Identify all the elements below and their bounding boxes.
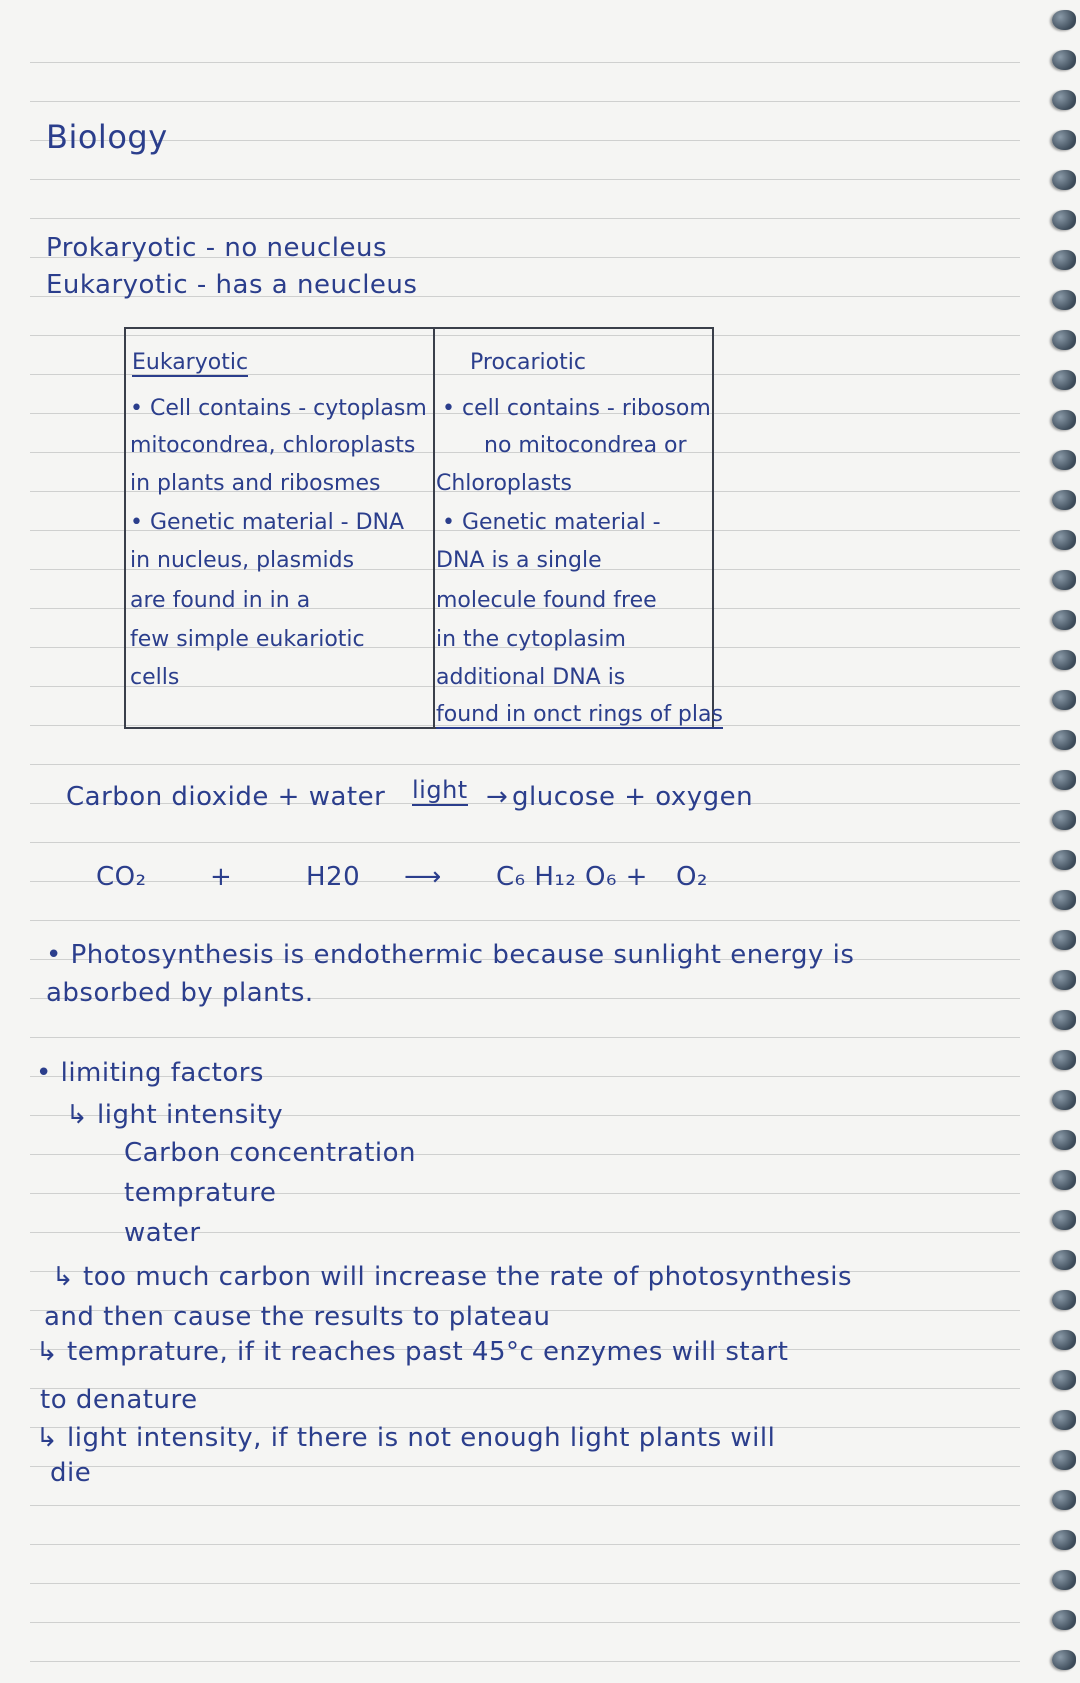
explanation-line: to denature (40, 1385, 198, 1415)
explanation-line: ↳ too much carbon will increase the rate of photosynthesis (52, 1262, 853, 1292)
ruled-line (30, 920, 1020, 921)
ruled-line (30, 764, 1020, 765)
spiral-ring (1052, 90, 1076, 110)
spiral-ring (1052, 1170, 1076, 1190)
ruled-line (30, 218, 1020, 219)
explanation-line: and then cause the results to plateau (44, 1302, 551, 1332)
ruled-line (30, 62, 1020, 63)
spiral-ring (1052, 690, 1076, 710)
spiral-ring (1052, 890, 1076, 910)
definition-eukaryotic: Eukaryotic - has a neucleus (46, 270, 418, 300)
spiral-binding (1010, 0, 1080, 1683)
symbol-equation-plus: + (210, 862, 233, 892)
spiral-ring (1052, 650, 1076, 670)
table-cell-right: Chloroplasts (436, 471, 573, 496)
symbol-equation-glucose: C₆ H₁₂ O₆ + (496, 862, 648, 892)
table-cell-right: in the cytoplasim (436, 627, 626, 652)
spiral-ring (1052, 1130, 1076, 1150)
table-cell-right: no mitocondrea or (484, 433, 687, 458)
table-cell-left: in plants and ribosmes (130, 471, 381, 496)
table-cell-left: in nucleus, plasmids (130, 548, 355, 573)
table-cell-left: cells (130, 665, 180, 690)
ruled-line (30, 1661, 1020, 1662)
spiral-ring (1052, 330, 1076, 350)
spiral-ring (1052, 1650, 1076, 1670)
spiral-ring (1052, 1530, 1076, 1550)
spiral-ring (1052, 1570, 1076, 1590)
word-equation-arrow-label: light (412, 776, 468, 804)
table-cell-left: • Genetic material - DNA (130, 510, 405, 535)
table-cell-right: • cell contains - ribosom (442, 396, 711, 421)
spiral-ring (1052, 1090, 1076, 1110)
ruled-line (30, 1037, 1020, 1038)
spiral-ring (1052, 290, 1076, 310)
spiral-ring (1052, 850, 1076, 870)
limiting-factors-heading: • limiting factors (36, 1058, 264, 1088)
limiting-factor-item: Carbon concentration (124, 1138, 417, 1168)
spiral-ring (1052, 1330, 1076, 1350)
ruled-line (30, 1544, 1020, 1545)
spiral-ring (1052, 1490, 1076, 1510)
spiral-ring (1052, 1050, 1076, 1070)
definition-prokaryotic: Prokaryotic - no neucleus (46, 233, 388, 263)
spiral-ring (1052, 1250, 1076, 1270)
spiral-ring (1052, 450, 1076, 470)
spiral-ring (1052, 970, 1076, 990)
ruled-line (30, 1622, 1020, 1623)
spiral-ring (1052, 410, 1076, 430)
table-cell-right: molecule found free (436, 588, 657, 613)
spiral-ring (1052, 1210, 1076, 1230)
spiral-ring (1052, 370, 1076, 390)
spiral-ring (1052, 1610, 1076, 1630)
table-divider (433, 327, 435, 727)
ruled-line (30, 101, 1020, 102)
symbol-equation-h2o: H20 (306, 862, 361, 892)
spiral-ring (1052, 610, 1076, 630)
spiral-ring (1052, 10, 1076, 30)
limiting-factor-item: ↳ light intensity (66, 1100, 284, 1130)
symbol-equation-o2: O₂ (676, 862, 708, 892)
spiral-ring (1052, 810, 1076, 830)
spiral-ring (1052, 930, 1076, 950)
spiral-ring (1052, 770, 1076, 790)
spiral-ring (1052, 50, 1076, 70)
spiral-ring (1052, 170, 1076, 190)
ruled-line (30, 1583, 1020, 1584)
symbol-equation-co2: CO₂ (96, 862, 147, 892)
table-cell-left: • Cell contains - cytoplasm (130, 396, 427, 421)
page-title: Biology (46, 118, 168, 156)
spiral-ring (1052, 210, 1076, 230)
table-cell-right: found in onct rings of plas (436, 702, 723, 727)
spiral-ring (1052, 1290, 1076, 1310)
table-cell-left: are found in in a (130, 588, 311, 613)
word-equation-reactants: Carbon dioxide + water (66, 782, 386, 812)
table-cell-right: additional DNA is (436, 665, 626, 690)
table-cell-right: • Genetic material - (442, 510, 661, 535)
spiral-ring (1052, 1450, 1076, 1470)
explanation-line: ↳ temprature, if it reaches past 45°c enzymes will start (36, 1337, 789, 1367)
ruled-line (30, 179, 1020, 180)
spiral-ring (1052, 1410, 1076, 1430)
spiral-ring (1052, 490, 1076, 510)
spiral-ring (1052, 1010, 1076, 1030)
ruled-line (30, 1466, 1020, 1467)
spiral-ring (1052, 570, 1076, 590)
spiral-ring (1052, 250, 1076, 270)
ruled-line (30, 1505, 1020, 1506)
photosynthesis-note-line-2: absorbed by plants. (46, 978, 314, 1008)
explanation-line: die (50, 1458, 92, 1488)
table-header-procariotic: Procariotic (470, 350, 586, 375)
word-equation-products: glucose + oxygen (512, 782, 754, 812)
spiral-ring (1052, 1370, 1076, 1390)
limiting-factor-item: water (124, 1218, 201, 1248)
table-cell-left: few simple eukariotic (130, 627, 365, 652)
table-header-eukaryotic: Eukaryotic (132, 350, 249, 375)
explanation-line: ↳ light intensity, if there is not enough light plants will (36, 1423, 776, 1453)
table-cell-left: mitocondrea, chloroplasts (130, 433, 416, 458)
ruled-line (30, 140, 1020, 141)
symbol-equation-arrow-icon: ⟶ (404, 862, 442, 892)
spiral-ring (1052, 730, 1076, 750)
spiral-ring (1052, 530, 1076, 550)
spiral-ring (1052, 130, 1076, 150)
photosynthesis-note-line-1: • Photosynthesis is endothermic because sunlight energy is (46, 940, 855, 970)
word-equation-arrow-icon: → (486, 782, 509, 812)
table-cell-right: DNA is a single (436, 548, 602, 573)
limiting-factor-item: temprature (124, 1178, 277, 1208)
ruled-line (30, 842, 1020, 843)
